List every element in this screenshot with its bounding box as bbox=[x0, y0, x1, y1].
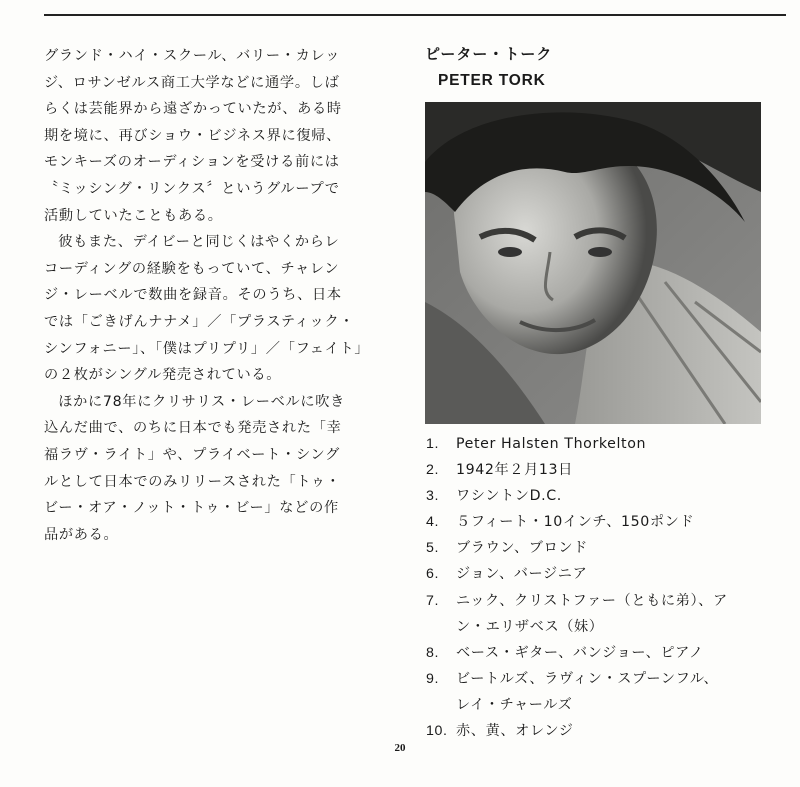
bio-line: ビー・オア・ノット・トゥ・ビー」などの作 bbox=[44, 500, 339, 517]
portrait-photo bbox=[425, 102, 761, 424]
list-item bbox=[426, 588, 786, 640]
list-item bbox=[426, 718, 786, 744]
list-text: ニック、クリストファー（ともに弟）、ア bbox=[456, 592, 728, 609]
bio-line: ジ・レーベルで数曲を録音。そのうち、日本 bbox=[44, 287, 342, 304]
list-number: 10. bbox=[426, 723, 448, 740]
list-number: 1. bbox=[426, 436, 440, 452]
list-item bbox=[426, 666, 786, 718]
list-number: 7. bbox=[426, 592, 440, 609]
top-rule bbox=[44, 14, 786, 16]
list-text: ワシントンD.C. bbox=[456, 488, 562, 505]
list-number: 8. bbox=[426, 644, 440, 661]
list-number: 5. bbox=[426, 540, 440, 557]
list-item bbox=[426, 483, 786, 509]
list-item bbox=[426, 640, 786, 666]
list-item bbox=[426, 509, 786, 535]
list-text-continued: ン・エリザベス（妹） bbox=[456, 618, 604, 635]
bio-line: 期を境に、再びショウ・ビジネス界に復帰、 bbox=[44, 127, 342, 144]
bio-line: 〝ミッシング・リンクス〞というグループで bbox=[44, 180, 340, 197]
list-item bbox=[426, 457, 786, 483]
bio-line: 込んだ曲で、のちに日本でも発売された「幸 bbox=[44, 420, 342, 437]
list-number: 4. bbox=[426, 514, 440, 531]
profile-header bbox=[425, 43, 790, 91]
bio-line: 福ラヴ・ライト」や、プライベート・シング bbox=[44, 446, 340, 463]
bio-line: シンフォニー」、「僕はプリプリ」／「フェイト」 bbox=[44, 340, 370, 357]
page-number: 20 bbox=[394, 742, 406, 754]
bio-line: 彼もまた、デイビーと同じくはやくからレ bbox=[58, 234, 340, 251]
name-english: PETER TORK bbox=[438, 72, 546, 89]
profile-facts-list bbox=[426, 431, 786, 744]
bio-line: ジ、ロサンゼルス商工大学などに通学。しば bbox=[44, 74, 340, 91]
name-japanese: ピーター・トーク bbox=[425, 45, 553, 63]
bio-line: ほかに78年にクリサリス・レーベルに吹き bbox=[58, 393, 346, 410]
bio-line: 活動していたこともある。 bbox=[44, 207, 223, 224]
bio-line: では「ごきげんナナメ」／「プラスティック・ bbox=[44, 313, 355, 330]
list-text-continued: レイ・チャールズ bbox=[456, 696, 573, 713]
list-text: Peter Halsten Thorkelton bbox=[456, 436, 647, 452]
bio-line: グランド・ハイ・スクール、バリー・カレッ bbox=[44, 48, 341, 64]
list-number: 6. bbox=[426, 566, 440, 583]
list-item bbox=[426, 561, 786, 587]
list-text: ５フィート・10インチ、150ポンド bbox=[456, 514, 695, 531]
bio-line: モンキーズのオーディションを受ける前には bbox=[44, 154, 340, 171]
list-number: 2. bbox=[426, 462, 440, 479]
list-item bbox=[426, 431, 786, 457]
list-text: ビートルズ、ラヴィン・スプーンフル、 bbox=[456, 670, 719, 687]
bio-line: コーディングの経験をもっていて、チャレン bbox=[44, 260, 340, 277]
biography-text bbox=[44, 43, 399, 548]
list-number: 9. bbox=[426, 670, 440, 687]
bio-line: ルとして日本でのみリリースされた「トゥ・ bbox=[44, 473, 341, 490]
list-item bbox=[426, 535, 786, 561]
bio-line: らくは芸能界から遠ざかっていたが、ある時 bbox=[44, 101, 342, 118]
list-text: ジョン、バージニア bbox=[456, 566, 588, 583]
list-text: 1942年２月13日 bbox=[456, 462, 573, 479]
list-text: 赤、黄、オレンジ bbox=[456, 723, 574, 740]
list-text: ベース・ギター、バンジョー、ピアノ bbox=[456, 644, 704, 661]
list-text: ブラウン、ブロンド bbox=[456, 540, 588, 557]
bio-line: の２枚がシングル発売されている。 bbox=[44, 367, 282, 384]
bio-line: 品がある。 bbox=[44, 526, 119, 543]
list-number: 3. bbox=[426, 488, 440, 505]
